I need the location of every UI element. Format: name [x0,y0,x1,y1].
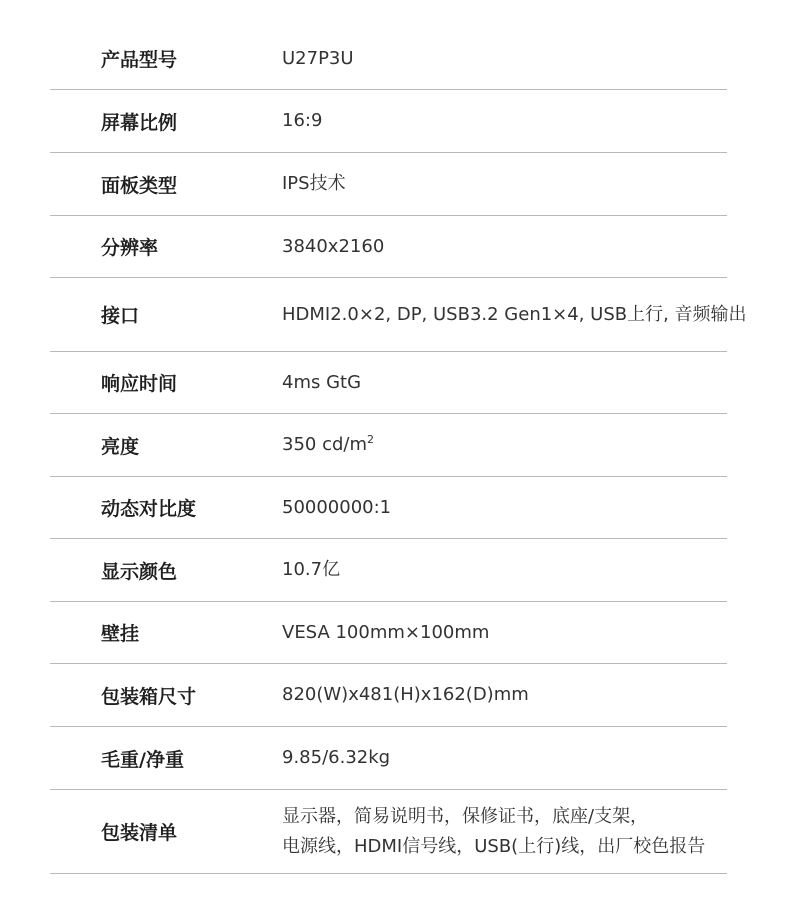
spec-value: 4ms GtG [282,371,362,393]
spec-value: IPS技术 [282,173,346,194]
spec-value: 9.85/6.32kg [282,747,391,768]
spec-value-text: 350 cd/m [282,434,367,455]
spec-row-aspect-ratio [50,90,727,153]
spec-label: 包装箱尺寸 [101,685,197,708]
spec-row-panel-type [50,153,727,216]
spec-value: 3840x2160 [282,235,385,257]
spec-label: 动态对比度 [101,498,197,520]
spec-label: 毛重/净重 [101,748,184,771]
spec-value-line: 显示器，简易说明书，保修证书，底座/支架， [282,805,649,827]
spec-label: 产品型号 [101,49,178,71]
spec-row-brightness [50,414,727,477]
spec-label: 屏幕比例 [101,111,178,134]
spec-value: 16:9 [282,110,323,131]
spec-label: 显示颜色 [101,560,178,583]
spec-label: 壁挂 [101,623,140,645]
spec-label: 分辨率 [101,237,159,259]
spec-row-package-size [50,664,727,727]
spec-label: 包装清单 [101,822,178,844]
spec-label: 接口 [101,305,140,327]
spec-value: VESA 100mm×100mm [282,621,490,643]
spec-value: U27P3U [282,47,354,69]
spec-label: 面板类型 [101,174,178,197]
superscript: 2 [367,433,374,446]
spec-row-wall-mount [50,602,727,664]
spec-value: 50000000:1 [282,496,392,518]
spec-row-response-time [50,352,727,414]
spec-row-resolution [50,216,727,278]
spec-table [50,28,790,874]
spec-row-colors [50,539,727,602]
spec-value: 10.7亿 [282,559,341,580]
spec-label: 响应时间 [101,373,178,395]
spec-row-contrast [50,477,727,539]
spec-row-package-contents [50,790,727,874]
spec-label: 亮度 [101,435,140,458]
spec-value [282,430,374,460]
spec-value-line: 电源线，HDMI信号线，USB(上行)线，出厂校色报告 [282,835,706,857]
spec-row-weight [50,727,727,790]
spec-row-ports [50,278,747,352]
spec-row-model [50,28,727,90]
spec-value [282,802,705,862]
spec-value: HDMI2.0×2, DP, USB3.2 Gen1×4, USB上行, 音频输出 [282,303,747,325]
spec-value: 820(W)x481(H)x162(D)mm [282,684,529,705]
